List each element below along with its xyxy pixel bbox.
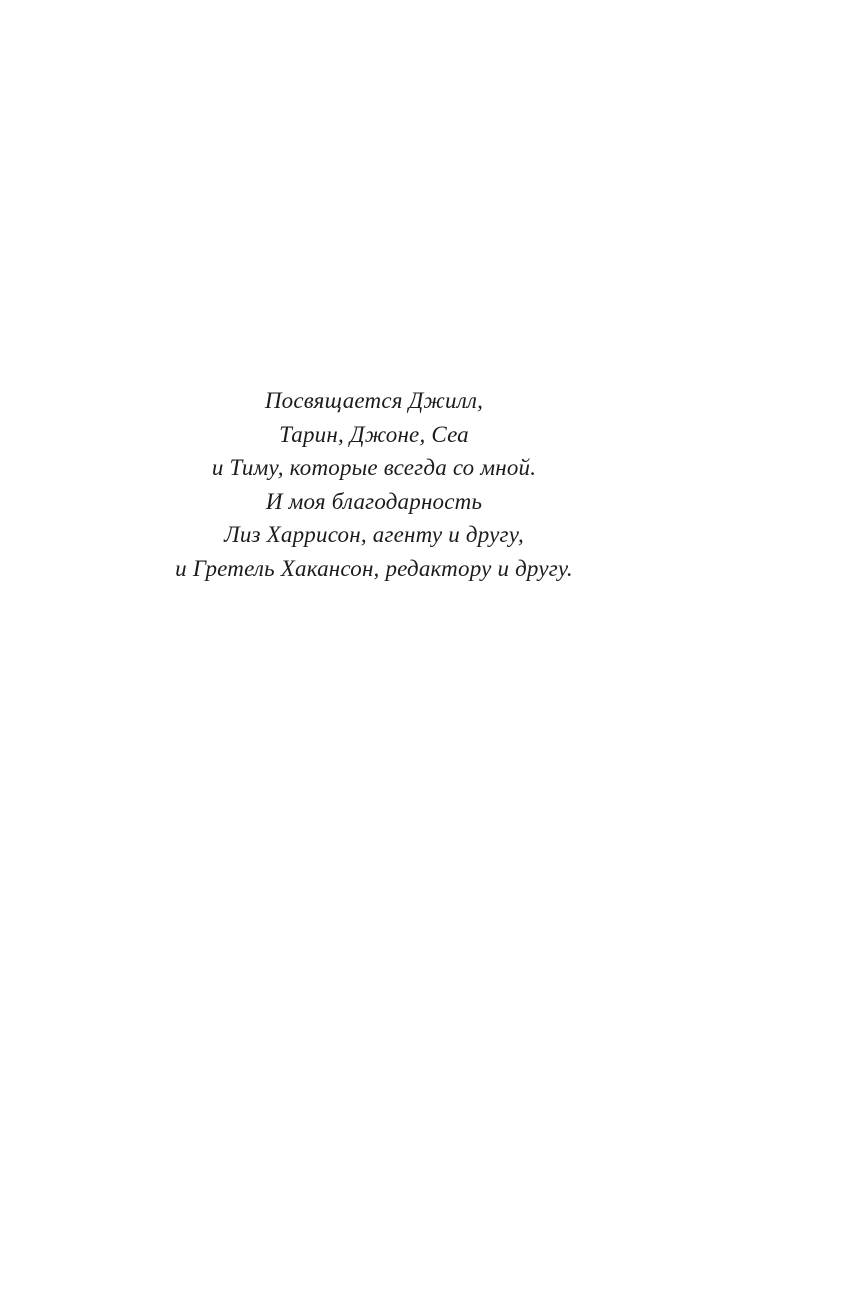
dedication-line: и Тиму, которые всегда со мной. [211, 455, 537, 480]
dedication-line: Посвящается Джилл, [264, 388, 484, 413]
dedication-line: и Гретель Хакансон, редактору и другу. [175, 555, 573, 581]
dedication-line: И моя благодарность [265, 488, 483, 514]
dedication-text-block [0, 384, 748, 585]
dedication-line: Лиз Харрисон, агенту и другу, [224, 522, 524, 547]
dedication-line: Тарин, Джоне, Сеа [279, 421, 469, 447]
